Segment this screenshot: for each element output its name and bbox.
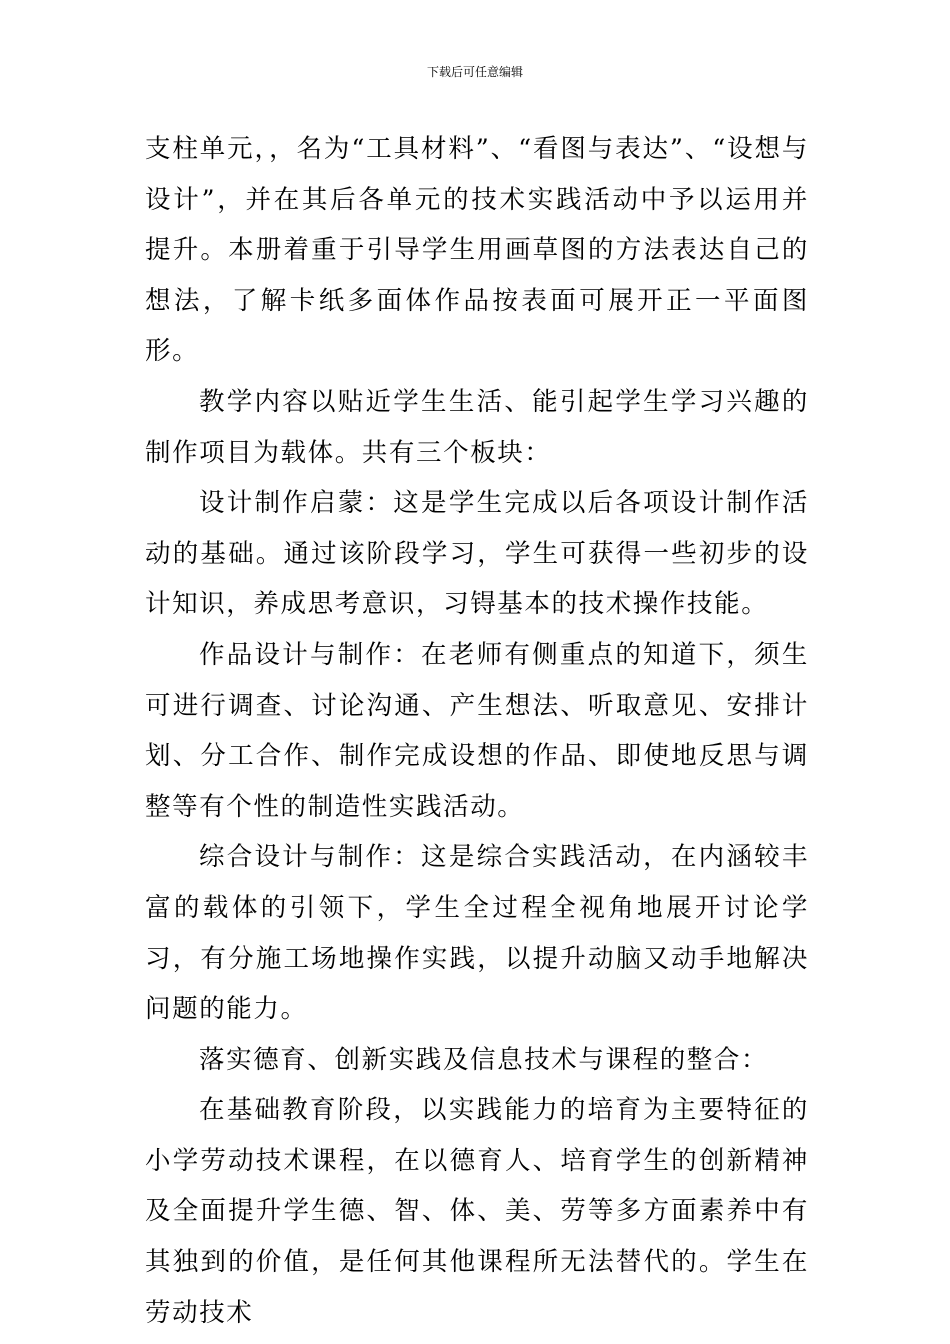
paragraph-1: 支柱单元，，名为“工具材料”、“看图与表达”、“设想与设计”，并在其后各单元的技术实践活动中予以运用并提升。本册着重于引导学生用画草图的方法表达自己的想法，了解卡纸多面体作品按表面可展开正一平面图形。 [145, 134, 809, 367]
paragraph-6: 落实德育、创新实践及信息技术与课程的整合： [199, 1044, 769, 1075]
paragraph-4: 作品设计与制作：在老师有侧重点的知道下，须生可进行调查、讨论沟通、产生想法、听取意见、安排计划、分工合作、制作完成设想的作品、即使地反思与调整等有个性的制造性实践活动。 [145, 639, 809, 822]
paragraph-3: 设计制作启蒙：这是学生完成以后各项设计制作活动的基础。通过该阶段学习，学生可获得一些初步的设计知识，养成思考意识，习锝基本的技术操作技能。 [145, 488, 809, 620]
page-header: 下载后可任意编辑 [426, 65, 523, 79]
paragraph-2: 教学内容以贴近学生生活、能引起学生学习兴趣的制作项目为载体。共有三个板块： [145, 386, 809, 468]
paragraph-7: 在基础教育阶段，以实践能力的培育为主要特征的小学劳动技术课程，在以德育人、培育学生的创新精神及全面提升学生德、智、体、美、劳等多方面素养中有其独到的价值，是任何其他课程所无法替代的。学生在劳动技术 [145, 1095, 809, 1328]
document-body [145, 124, 809, 1338]
paragraph-5: 综合设计与制作：这是综合实践活动，在内涵较丰富的载体的引领下，学生全过程全视角地展开讨论学习，有分施工场地操作实践，以提升动脑又动手地解决问题的能力。 [145, 842, 809, 1025]
